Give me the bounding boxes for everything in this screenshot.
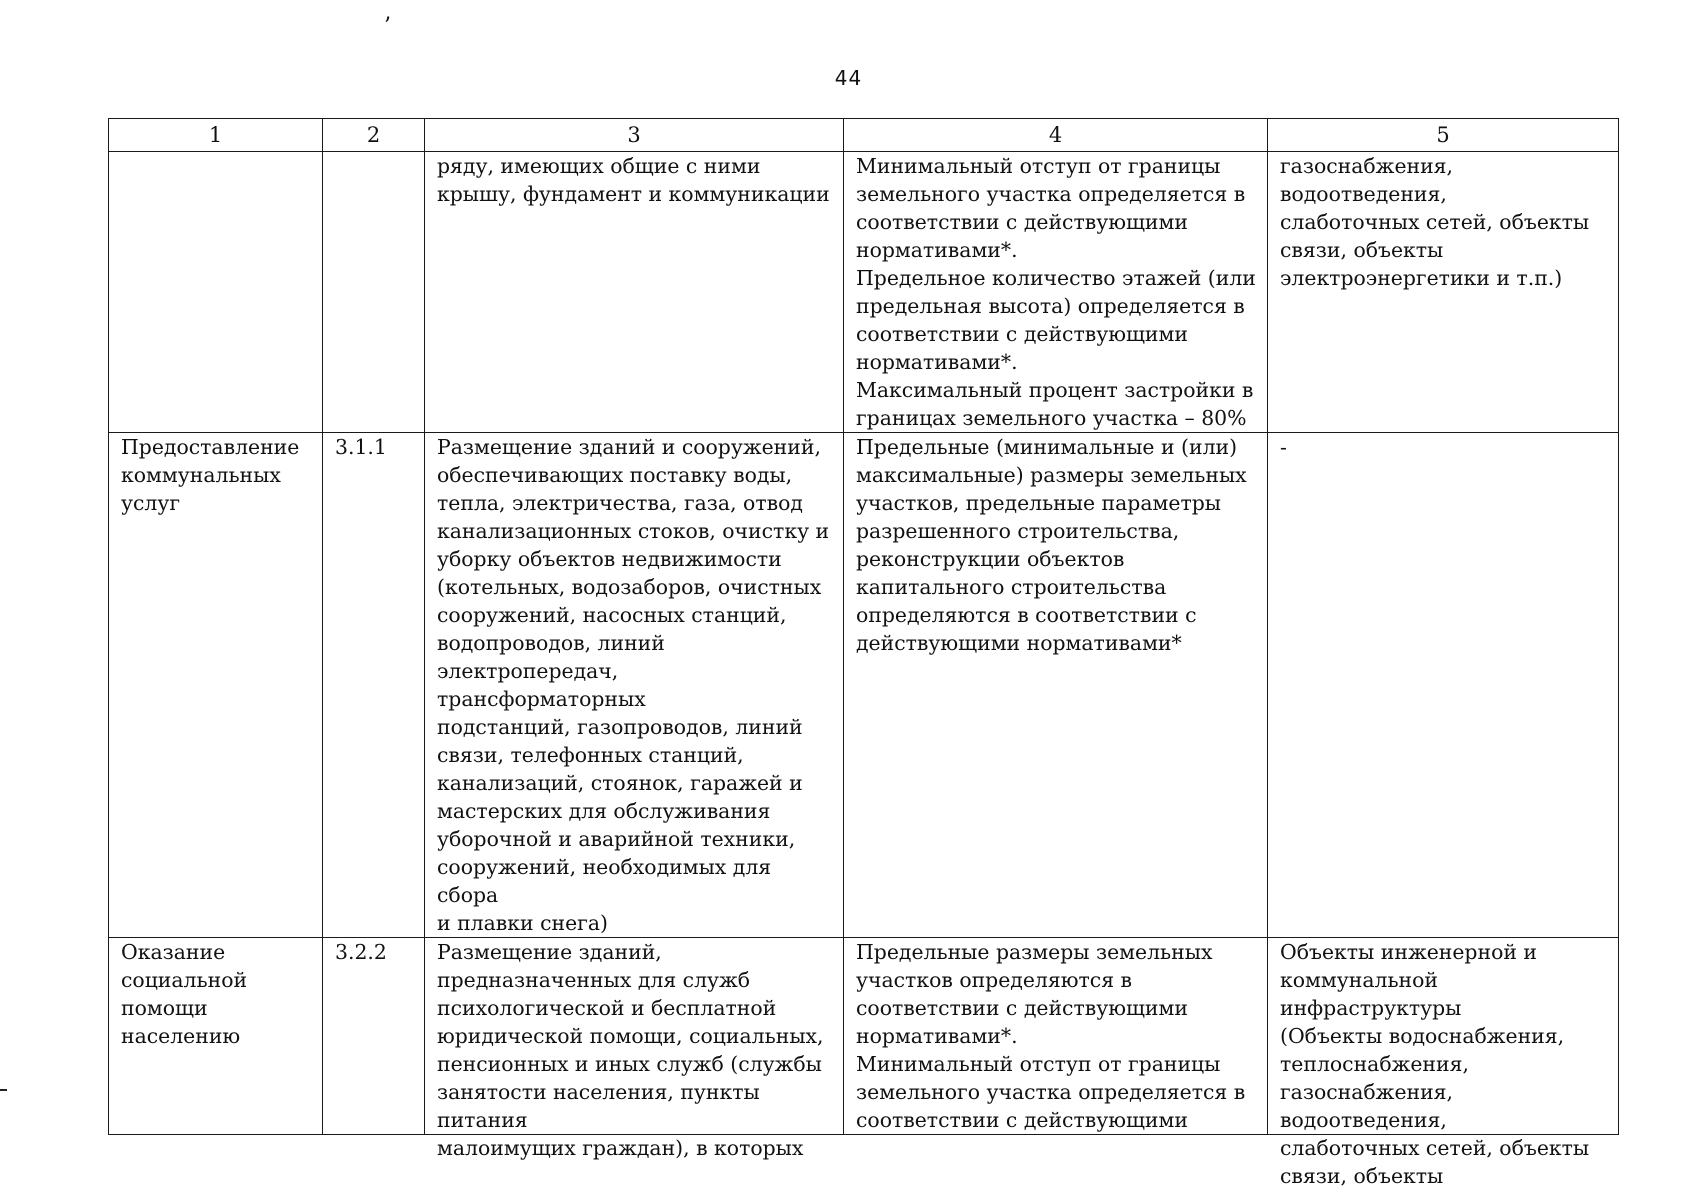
scan-edge-mark <box>0 1089 7 1091</box>
table-row <box>109 938 1619 1135</box>
cell-text: Размещение зданий, предназначенных для служб психологической и бесплатной юридической помощи, социальных, пенсионных и иных служб (службы занятости населения, пункты питания малоимущих граждан), в которых <box>437 940 824 1160</box>
column-header: 1 <box>109 119 323 152</box>
column-header: 2 <box>323 119 425 152</box>
use-name-cell <box>109 938 323 1135</box>
cell-text: 3.2.2 <box>335 940 387 964</box>
cell-text: Оказание социальной помощи населению <box>121 940 248 1048</box>
use-code-cell <box>323 152 425 433</box>
use-description-cell <box>425 938 844 1160</box>
cell-text: Объекты инженерной и коммунальной инфраструктуры (Объекты водоснабжения, теплоснабжения, газоснабжения, водоотведения, слаботочных сетей, объекты связи, объекты <box>1280 940 1590 1188</box>
parameters-cell: Предельные (минимальные и (или) максимальные) размеры земельных участков, предельные параметры разрешенного строительства, реконструкции объектов капитального строительства определяются в соответствии с действующими нормативами* <box>844 433 1268 938</box>
table-row <box>109 152 1619 433</box>
use-name-cell: Предоставление коммунальных услуг <box>109 433 323 938</box>
parameters-cell: Минимальный отступ от границы земельного участка определяется в соответствии с действующими нормативами*. Предельное количество этажей (или предельная высота) определяется в соответствии с действующими нормативами*. Максимальный процент застройки в границах земельного участка – 80% <box>844 152 1268 433</box>
related-objects-cell: - <box>1268 433 1619 938</box>
table-row <box>109 433 1619 938</box>
column-header: 5 <box>1268 119 1619 152</box>
related-objects-cell: газоснабжения, водоотведения, слаботочных сетей, объекты связи, объекты электроэнергетики и т.п.) <box>1268 152 1619 433</box>
use-description-cell: Размещение зданий и сооружений, обеспечивающих поставку воды, тепла, электричества, газа, отвод канализационных стоков, очистку и уборку объектов недвижимости (котельных, водозаборов, очистных сооружений, насосных станций, водопроводов, линий электропередач, трансформаторных подстанций, газопроводов, линий связи, телефонных станций, канализаций, стоянок, гаражей и мастерских для обслуживания уборочной и аварийной техники, сооружений, необходимых для сбора и плавки снега) <box>425 433 844 938</box>
column-header: 3 <box>425 119 844 152</box>
use-name-cell <box>109 152 323 433</box>
use-description-cell: ряду, имеющих общие с ними крышу, фундамент и коммуникации <box>425 152 844 433</box>
column-header: 4 <box>844 119 1268 152</box>
land-use-table <box>108 118 1619 1188</box>
parameters-cell <box>844 938 1268 1135</box>
cell-text: Предельные размеры земельных участков определяются в соответствии с действующими нормативами*. Минимальный отступ от границы земельного участка определяется в соответствии с действующими <box>856 940 1246 1132</box>
related-objects-cell <box>1268 938 1619 1188</box>
use-code-cell: 3.1.1 <box>323 433 425 938</box>
scan-mark: ’ <box>384 14 391 39</box>
table-header-row <box>109 119 1619 152</box>
use-code-cell <box>323 938 425 1135</box>
page-number: 44 <box>834 66 863 90</box>
